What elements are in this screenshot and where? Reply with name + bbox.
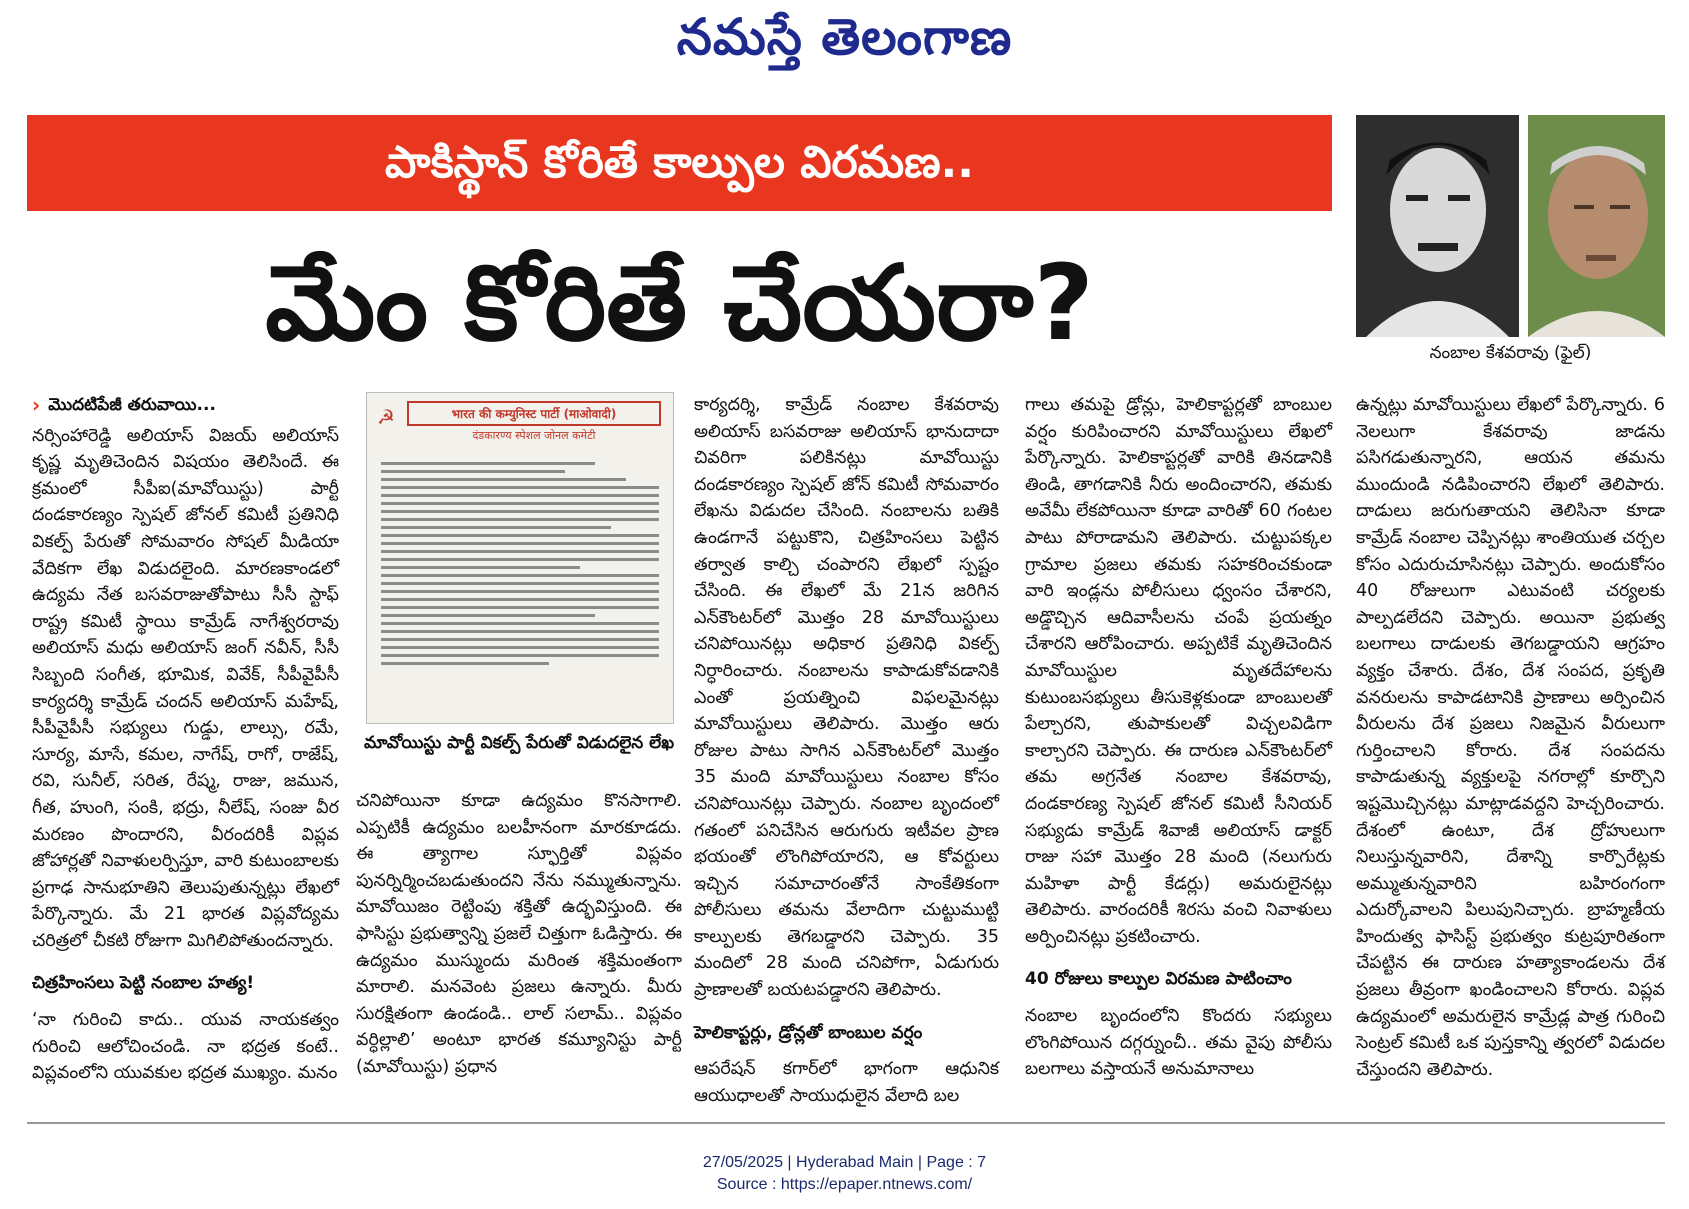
article-column-4: [1025, 392, 1332, 1089]
paragraph: గాలు తమపై డ్రోన్లు, హెలికాప్టర్లతో బాంబుల వర్షం కురిపించారని మావోయిస్టులు లేఖలో పేర్కొన్నారు. హెలికాప్టర్లతో వారికి తినడానికి తిండి, తాగడానికి నీరు అందించారని, తమకు అవేమీ లేకపోయినా కూడా వారితో 60 గంటల పాటు పోరాడామని తెలిపారు. చుట్టుపక్కల గ్రామాల ప్రజలు తమకు సహకరించకుండా వారి ఇండ్లను పోలీసులు ధ్వంసం చేశారని, అడ్డొచ్చిన ఆదివాసీలను చంపే ప్రయత్నం చేశారని ఆరోపించారు. అప్పటికే మృతిచెందిన మావోయిస్టుల మృతదేహాలను కుటుంబసభ్యులు తీసుకెళ్లకుండా బాంబులతో పేల్చారని, తుపాకులతో విచ్చలవిడిగా కాల్చారని చెప్పారు. ఈ దారుణ ఎన్‌కౌంటర్‌లో తమ అగ్రనేత నంబాల కేశవరావు, దండకారణ్య స్పెషల్ జోనల్ కమిటీ సీనియర్ సభ్యుడు కామ్రేడ్ శివాజీ అలియాస్ డాక్టర్ రాజు సహా మొత్తం 28 మంది (నలుగురు మహిళా పార్టీ కేడర్లు) అమరులైనట్లు తెలిపారు. వారందరికీ శిరసు వంచి నివాళులు అర్పించినట్లు ప్రకటించారు.: [1025, 395, 1332, 947]
subheading: చిత్రహింసలు పెట్టి నంబాల హత్య!: [32, 973, 255, 994]
page-footer: [0, 1152, 1689, 1196]
headline-banner: పాకిస్థాన్ కోరితే కాల్పుల విరమణ..: [27, 115, 1332, 211]
paragraph: చనిపోయినా కూడా ఉద్యమం కొనసాగాలి. ఎప్పటికీ ఉద్యమం బలహీనంగా మారకూడదు. ఈ త్యాగాల స్ఫూర్తితో విప్లవం పునర్నిర్మించబడుతుందని నేను నమ్ముతున్నాను. మావోయిజం రెట్టింపు శక్తితో ఉద్భవిస్తుంది. ఈ ఫాసిస్టు ప్రభుత్వాన్ని ప్రజలే చిత్తుగా ఓడిస్తారు. ఈ ఉద్యమం ముస్ముందు మరింత శక్తిమంతంగా మారాలి. మనవెంట ప్రజలు ఉన్నారు. మీరు సురక్షితంగా ఉండండి.. లాల్ సలామ్.. విప్లవం వర్ధిల్లాలి’ అంటూ భారత కమ్యూనిస్టు పార్టీ (మావోయిస్టు) ప్రధాన: [356, 791, 682, 1077]
letter-party-name: भारत की कम्युनिस्ट पार्टी (माओवादी): [407, 401, 661, 426]
paragraph: నంబాల బృందంలోని కొందరు సభ్యులు లొంగిపోయిన దగ్గర్నుంచీ.. తమ వైపు పోలీసు బలగాలు వస్తాయనే అనుమానాలు: [1025, 1006, 1332, 1080]
hammer-sickle-icon: ☭: [377, 405, 395, 429]
continued-label: › మొదటిపేజీ తరువాయి...: [32, 393, 216, 417]
main-headline: మేం కోరితే చేయరా?: [265, 242, 1094, 364]
subheading: హెలికాప్టర్లు, డ్రోన్లతో బాంబుల వర్షం: [694, 1022, 923, 1043]
portrait-photo: [1356, 115, 1519, 337]
article-column-2: [356, 788, 682, 1087]
article-column-5: [1356, 392, 1665, 1089]
paragraph: నర్సింహారెడ్డి అలియాస్ విజయ్ అలియాస్ కృష్ణ మృతిచెందిన విషయం తెలిసిందే. ఈ క్రమంలో సీపీఐ(మావోయిస్టు) పార్టీ దండకారణ్యం స్పెషల్ జోనల్ కమిటీ ప్రతినిధి వికల్ప్ పేరుతో సోమవారం సోషల్ మీడియా వేదికగా లేఖ విడుదలైంది. మారణకాండలో ఉద్యమ నేత బసవరాజుతోపాటు సీసీ స్టాఫ్ రాష్ట్ర కమిటీ స్థాయి కామ్రేడ్ నాగేశ్వరరావు అలియాస్ మధు అలియాస్ జంగ్ నవీన్, సీసీ సిబ్బంది సంగీత, భూమిక, వివేక్, సీపీవైపీసీ కార్యదర్శి కామ్రేడ్ చందన్ అలియాస్ మహేష్, సీపీవైపీసీ సభ్యులు గుడ్డు, లాల్సు, రమే, సూర్య, మాసే, కమల, నాగేష్, రాగో, రాజేష్, రవి, సునీల్, సరిత, రేష్మ, రాజు, జమున, గీత, హుంగి, సంకి, భద్రు, నీలేష్, సంజు వీర మరణం పొందారని, వీరందరికీ విప్లవ జోహార్లతో నివాళులర్పిస్తూ, వారి కుటుంబాలకు ప్రగాఢ సానుభూతిని తెలుపుతున్నట్లు లేఖలో పేర్కొన్నారు. మే 21 భారత విప్లవోద్యమ చరిత్రలో చీకటి రోజుగా మిగిలిపోతుందన్నారు.: [32, 425, 339, 951]
article-column-1: [32, 392, 339, 1093]
chevron-right-icon: ›: [32, 393, 41, 417]
paragraph: ఆపరేషన్ కగార్‌లో భాగంగా ఆధునిక ఆయుధాలతో సాయుధులైన వేలాది బల: [694, 1059, 999, 1106]
source-link[interactable]: Source : https://epaper.ntnews.com/: [716, 1176, 973, 1193]
photo-caption: నంబాల కేశవరావు (ఫైల్): [1429, 343, 1592, 363]
paragraph: ‘నా గురించి కాదు.. యువ నాయకత్వం గురించి ఆలోచించండి. నా భద్రత కంటే.. విప్లవంలోని యువకుల భద్రత ముఖ్యం. మనం: [32, 1010, 339, 1084]
paragraph: ఉన్నట్లు మావోయిస్టులు లేఖలో పేర్కొన్నారు. 6 నెలలుగా కేశవరావు జాడను పసిగడుతున్నారని, ఆయన తమను ముందుండి నడిపించారని లేఖలో తెలిపారు. దాడులు జరుగుతాయని తెలిసినా కూడా కామ్రేడ్ నంబాల చెప్పినట్లు శాంతియుత చర్చల కోసం ఎదురుచూసినట్లు చెప్పారు. అందుకోసం 40 రోజులుగా ఎటువంటి చర్యలకు పాల్పడలేదని చెప్పారు. అయినా ప్రభుత్వ బలగాలు దాడులకు తెగబడ్డాయని ఆగ్రహం వ్యక్తం చేశారు. దేశం, దేశ సంపద, ప్రకృతి వనరులను కాపాడటానికి ప్రాణాలు అర్పించిన వీరులను దేశ ప్రజలు నిజమైన వీరులుగా గుర్తించాలని కోరారు. దేశ సంపదను కాపాడుతున్న వ్యక్తులపై నగరాల్లో కూర్చొని ఇష్టమొచ్చినట్లు మాట్లాడవద్దని హెచ్చరించారు. దేశంలో ఉంటూ, దేశ ద్రోహులుగా నిలుస్తున్నవారిని, దేశాన్ని కార్పొరేట్లకు అమ్ముతున్నవారిని బహిరంగంగా ఎదుర్కోవాలని పిలుపునిచ్చారు. బ్రాహ్మణీయ హిందుత్వ ఫాసిస్ట్ ప్రభుత్వం కుట్రపూరితంగా చేపట్టిన ఈ దారుణ హత్యాకాండలను దేశ ప్రజలు తీవ్రంగా ఖండించాలని కోరారు. విప్లవ ఉద్యమంలో అమరులైన కామ్రేడ్ల పాత్ర గురించి సెంట్రల్ కమిటీ ఒక పుస్తకాన్ని త్వరలో విడుదల చేస్తుందని తెలిపారు.: [1356, 395, 1665, 1080]
letter-image-caption: మావోయిస్టు పార్టీ వికల్ప్ పేరుతో విడుదలైన లేఖ: [363, 733, 675, 753]
letter-committee-name: दंडकारण्य स्पेशल जोनल कमेटी: [472, 429, 596, 442]
subheading: 40 రోజులు కాల్పుల విరమణ పాటించాం: [1025, 969, 1292, 990]
footer-divider: [27, 1122, 1665, 1124]
deceased-photo: [1528, 115, 1665, 337]
paragraph: కార్యదర్శి, కామ్రేడ్ నంబాల కేశవరావు అలియాస్ బసవరాజు అలియాస్ భానుదాదా చివరిగా పలికినట్లు మావోయిస్టు దండకారణ్యం స్పెషల్ జోన్ కమిటీ సోమవారం లేఖను విడుదల చేసింది. నంబాలను బతికి ఉండగానే పట్టుకొని, చిత్రహింసలు పెట్టిన తర్వాత కాల్చి చంపారని లేఖలో స్పష్టం చేసింది. ఈ లేఖలో మే 21న జరిగిన ఎన్‌కౌంటర్‌లో మొత్తం 28 మావోయిస్టులు చనిపోయినట్లు అధికార ప్రతినిధి వికల్ప్ నిర్ధారించారు. నంబాలను కాపాడుకోవడానికి ఎంతో ప్రయత్నించి విఫలమైనట్లు మావోయిస్టులు తెలిపారు. మొత్తం ఆరు రోజుల పాటు సాగిన ఎన్‌కౌంటర్‌లో మొత్తం 35 మంది మావోయిస్టులు నంబాల కోసం చనిపోయినట్లు చెప్పారు. నంబాల బృందంలో గతంలో పనిచేసిన ఆరుగురు ఇటీవల ప్రాణ భయంతో లొంగిపోయారని, ఆ కోవర్టులు ఇచ్చిన సమాచారంతోనే సాంకేతికంగా పోలీసులు తమను వేలాదిగా చుట్టుముట్టి కాల్పులకు తెగబడ్డారని చెప్పారు. 35 మందిలో 28 మంది చనిపోగా, ఏడుగురు ప్రాణాలతో బయటపడ్డారని తెలిపారు.: [694, 395, 999, 1001]
edition-info: 27/05/2025 | Hyderabad Main | Page : 7: [702, 1154, 987, 1171]
maoist-letter-image: [366, 392, 674, 724]
newspaper-masthead: నమస్తే తెలంగాణ: [676, 8, 1013, 66]
article-column-3: [694, 392, 999, 1115]
